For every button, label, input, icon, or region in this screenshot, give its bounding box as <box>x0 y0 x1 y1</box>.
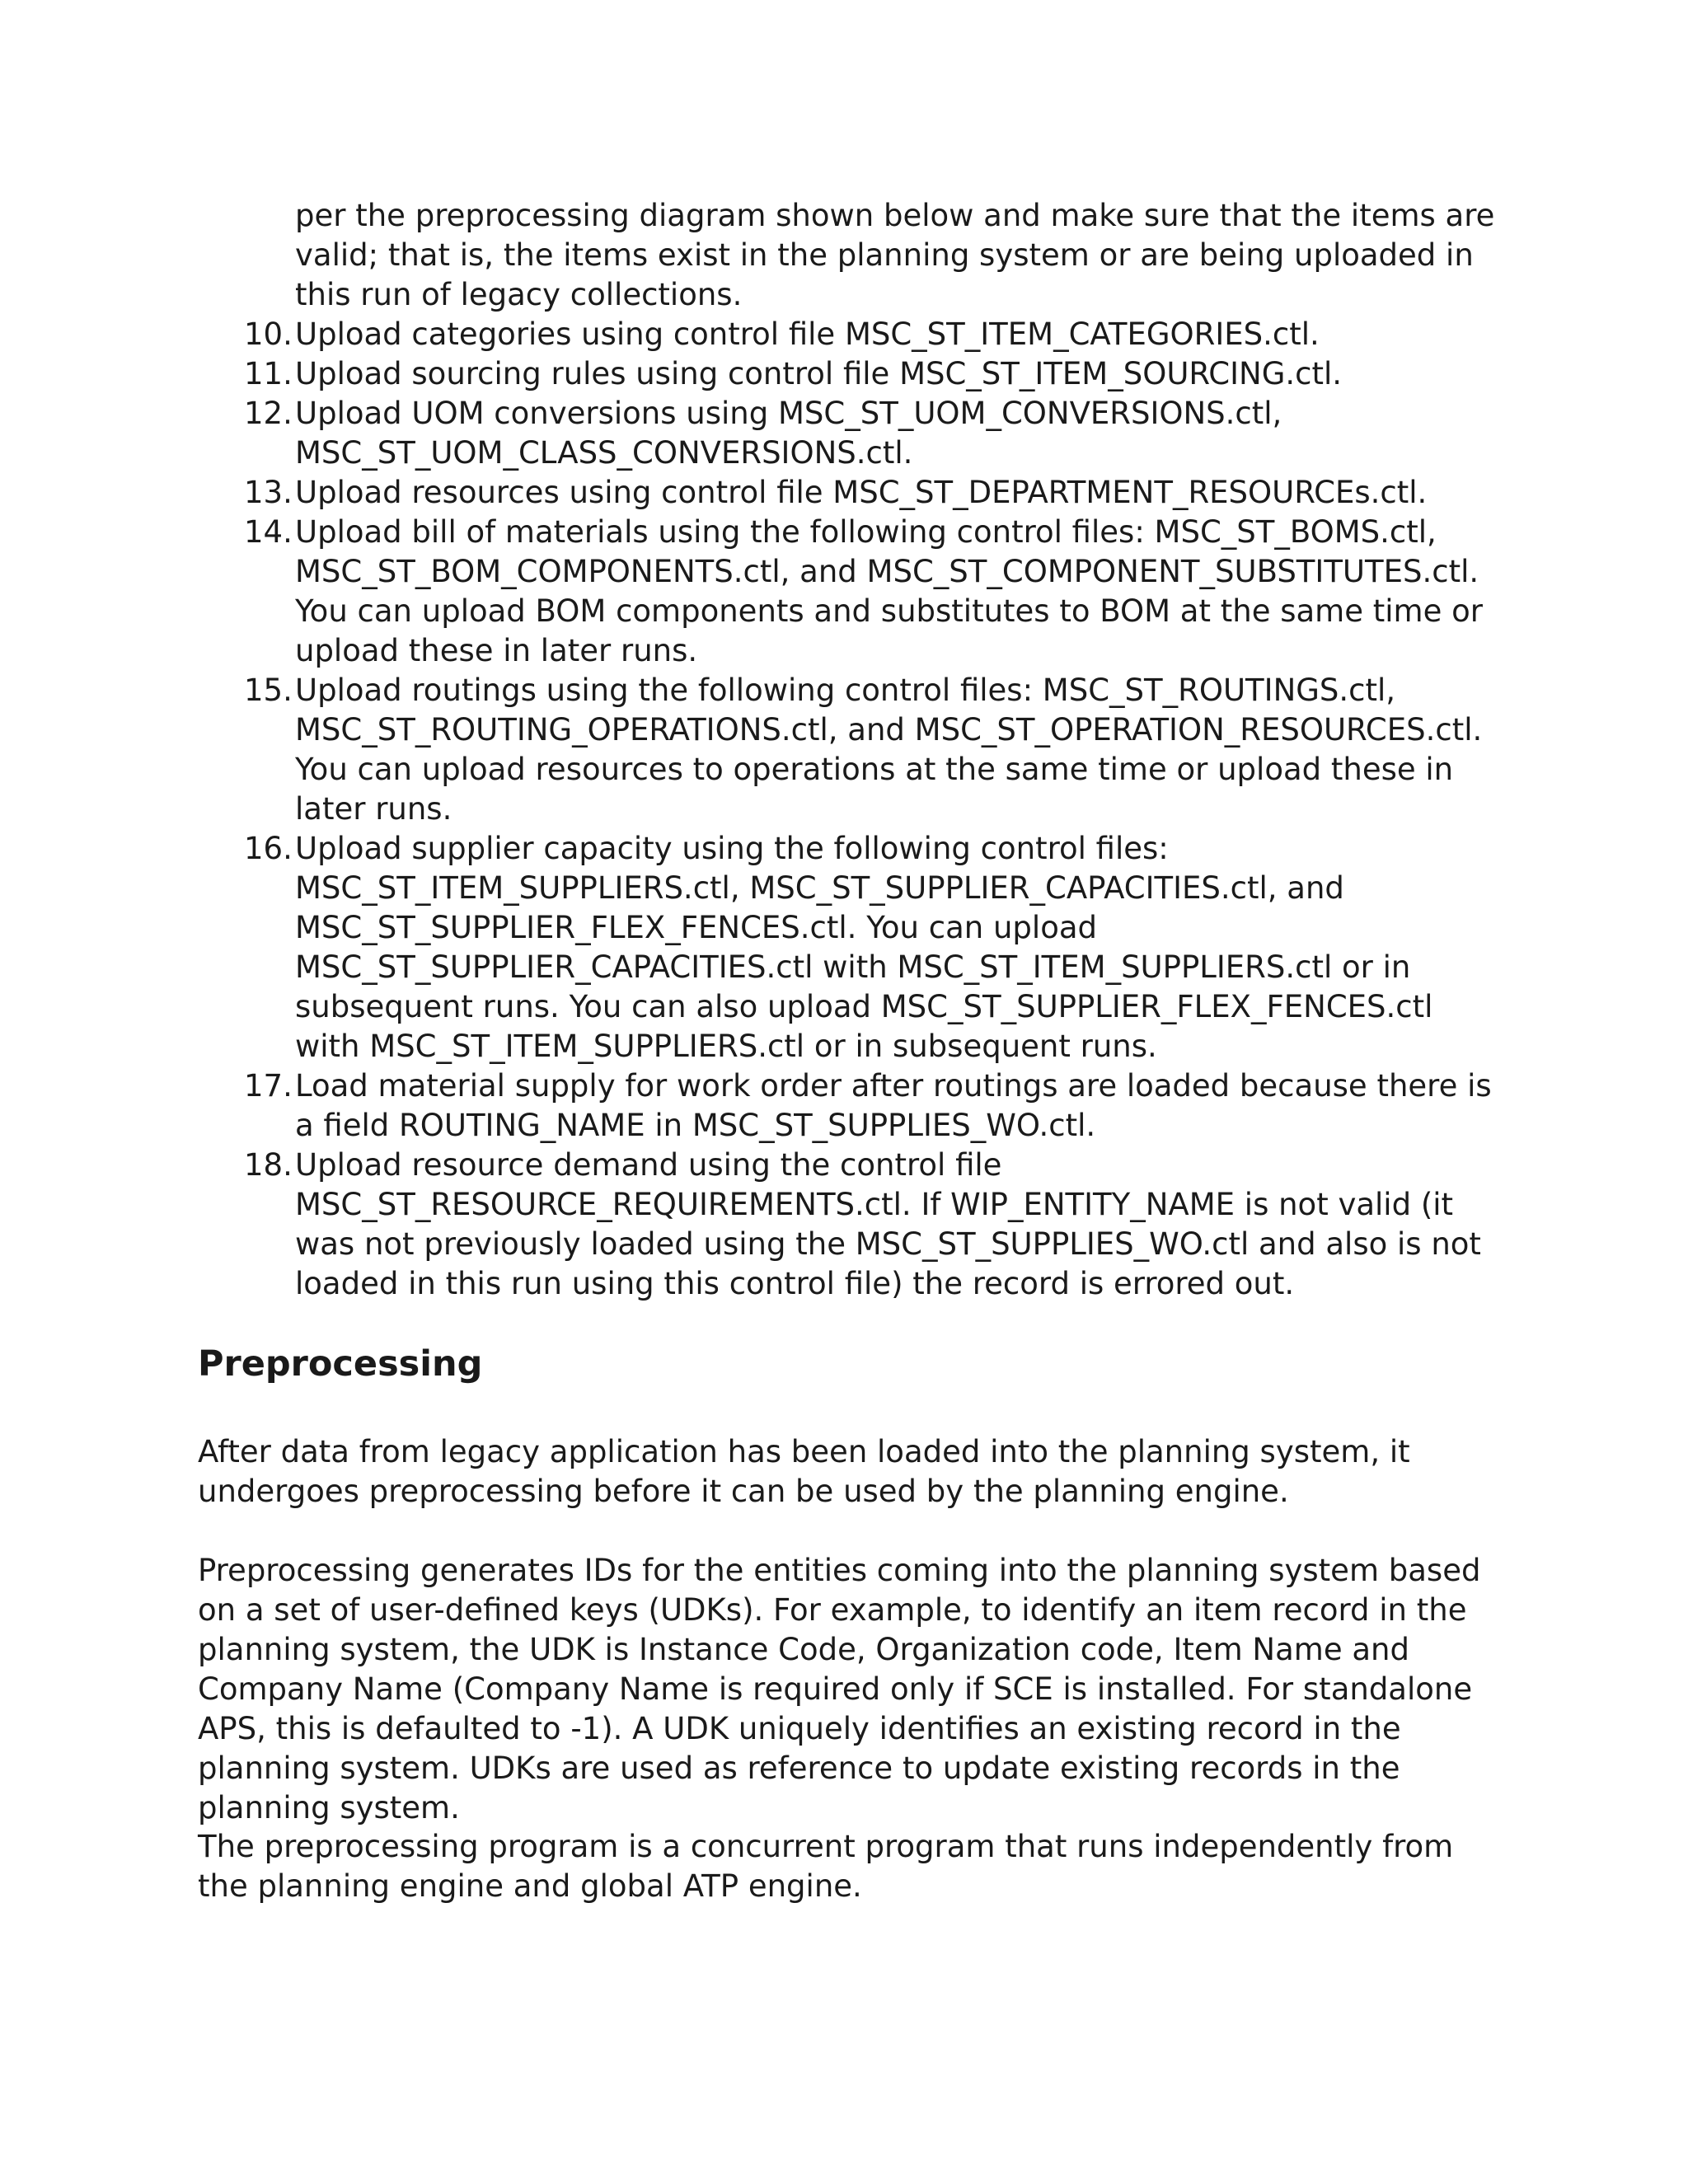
list-item-text: Upload bill of materials using the following control files: MSC_ST_BOMS.ctl, MSC_ST_BOM_COMPONENTS.ctl, and MSC_ST_COMPONENT_SUBSTITUTES.ctl. You can upload BOM components and substitutes to BOM at the same time or upload these in later runs. <box>295 514 1483 668</box>
list-item-text: Upload routings using the following control files: MSC_ST_ROUTINGS.ctl, MSC_ST_ROUTING_OPERATIONS.ctl, and MSC_ST_OPERATION_RESOURCES.ctl. You can upload resources to operations at the same time or upload these in later runs. <box>295 673 1483 827</box>
list-item <box>244 1066 1498 1146</box>
list-item-text: Load material supply for work order after routings are loaded because there is a field ROUTING_NAME in MSC_ST_SUPPLIES_WO.ctl. <box>295 1068 1492 1143</box>
list-item-number: 11. <box>244 356 293 391</box>
list-item <box>244 354 1498 394</box>
list-item-text: Upload resource demand using the control file MSC_ST_RESOURCE_REQUIREMENTS.ctl. If WIP_ENTITY_NAME is not valid (it was not previously loaded using the MSC_ST_SUPPLIES_WO.ctl and also is not loaded in this run using this control file) the record is errored out. <box>295 1147 1481 1301</box>
paragraph-intro: After data from legacy application has been loaded into the planning system, it undergoes preprocessing before it can be used by the planning engine. <box>198 1434 1410 1509</box>
list-item-number: 10. <box>244 316 293 352</box>
list-item-text: Upload sourcing rules using control file MSC_ST_ITEM_SOURCING.ctl. <box>295 356 1343 391</box>
section-heading: Preprocessing <box>198 1343 483 1385</box>
list-item <box>244 829 1498 1066</box>
list-item-number: 16. <box>244 831 293 866</box>
list-item-text: Upload UOM conversions using MSC_ST_UOM_CONVERSIONS.ctl, MSC_ST_UOM_CLASS_CONVERSIONS.ctl. <box>295 396 1282 471</box>
list-item-text: Upload resources using control file MSC_ST_DEPARTMENT_RESOURCEs.ctl. <box>295 475 1428 510</box>
list-item-number: 17. <box>244 1068 293 1104</box>
steps-list <box>244 315 1498 1304</box>
list-item <box>244 394 1498 473</box>
list-item-number: 14. <box>244 514 293 550</box>
list-item-number: 18. <box>244 1147 293 1183</box>
list-item <box>244 315 1498 354</box>
list-item-text: Upload supplier capacity using the following control files: MSC_ST_ITEM_SUPPLIERS.ctl, MSC_ST_SUPPLIER_CAPACITIES.ctl, and MSC_ST_SUPPLIER_FLEX_FENCES.ctl. You can upload MSC_ST_SUPPLIER_CAPACITIES.ctl with MSC_ST_ITEM_SUPPLIERS.ctl or in subsequent runs. You can also upload MSC_ST_SUPPLIER_FLEX_FENCES.ctl with MSC_ST_ITEM_SUPPLIERS.ctl or in subsequent runs. <box>295 831 1433 1064</box>
list-item <box>244 1146 1498 1304</box>
list-item <box>244 671 1498 829</box>
list-item <box>244 513 1498 671</box>
list-item-number: 13. <box>244 475 293 510</box>
list-item-number: 12. <box>244 396 293 431</box>
list-item-number: 15. <box>244 673 293 708</box>
paragraph-udk: Preprocessing generates IDs for the entities coming into the planning system based on a set of user-defined keys (UDKs). For example, to identify an item record in the planning system, the UDK is Instance Code, Organization code, Item Name and Company Name (Company Name is required only if SCE is installed. For standalone APS, this is defaulted to -1). A UDK uniquely identifies an existing record in the planning system. UDKs are used as reference to update existing records in the planning system. <box>198 1553 1481 1825</box>
list-item <box>244 473 1498 513</box>
list-item-text: Upload categories using control file MSC_ST_ITEM_CATEGORIES.ctl. <box>295 316 1320 352</box>
continued-step-text: per the preprocessing diagram shown below and make sure that the items are valid; that is, the items exist in the planning system or are being uploaded in this run of legacy collections. <box>295 198 1495 312</box>
paragraph-concurrent-program: The preprocessing program is a concurrent program that runs independently from the planning engine and global ATP engine. <box>198 1829 1454 1904</box>
